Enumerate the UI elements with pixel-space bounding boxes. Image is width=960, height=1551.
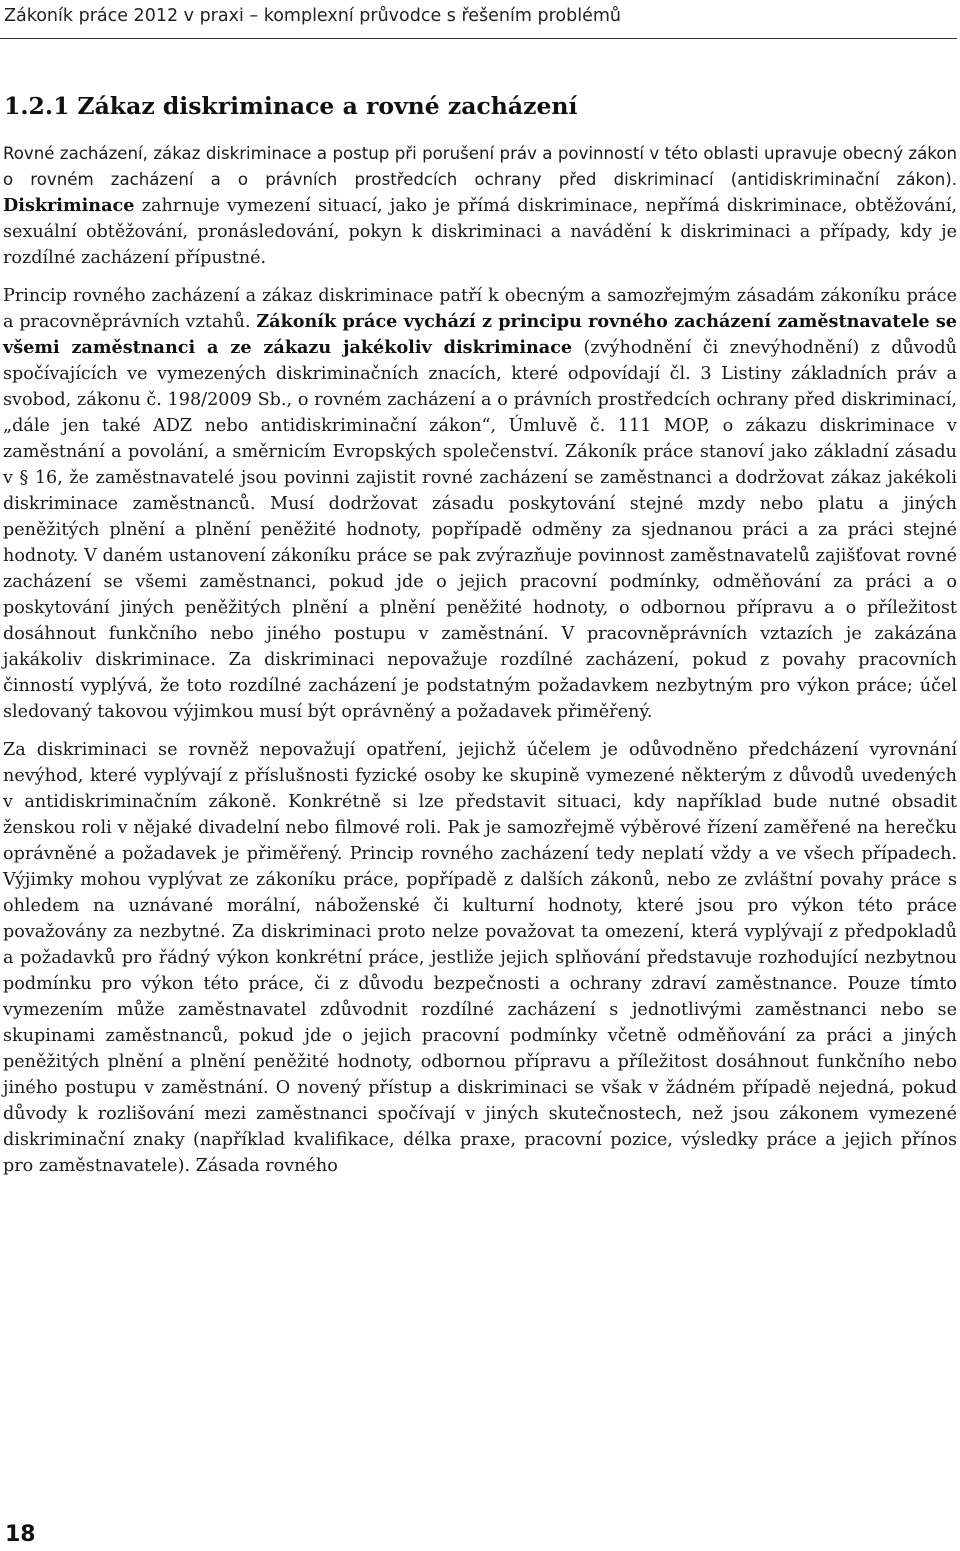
paragraph-1-term: Diskriminace — [3, 195, 135, 216]
paragraph-2-emphasis: Zákoník práce vychází z principu rovného zacházení zaměstnavatele se všemi zaměstnanci a ze zákazu jakékoliv diskriminace — [3, 311, 957, 358]
paragraph-3: Za diskriminaci se rovněž nepovažují opatření, jejichž účelem je odůvodněno předcházení vyrovnání nevýhod, které vyplývají z příslušnosti fyzické osoby ke skupině vymezené některým z důvodů uvedených v antidiskriminačním zákoně. Konkrétně si lze představit situaci, kdy například bude nutné obsadit ženskou roli v nějaké divadelní nebo filmové roli. Pak je samozřejmě výběrové řízení zaměřené na herečku oprávněné a požadavek je přiměřený. Princip rovného zacházení tedy neplatí vždy a ve všech případech. Výjimky mohou vyplývat ze zákoníku práce, popřípadě z dalších zákonů, nebo ze zvláštní povahy práce s ohledem na uznávané morální, náboženské či kulturní hodnoty, které jsou pro výkon této práce považovány za nezbytné. Za diskriminaci proto nelze považovat ta omezení, která vyplývají z předpokladů a požadavků pro řádný výkon konkrétní práce, jestliže jejich splňování představuje rozhodující nezbytnou podmínku pro výkon této práce, či z důvodu bezpečnosti a ochrany zdraví zaměstnance. Pouze tímto vymezením může zaměstnavatel zdůvodnit rozdílné zacházení s jednotlivými zaměstnanci nebo se skupinami zaměstnanců, pokud jde o jejich pracovní podmínky včetně odměňování za práci a jiných peněžitých plnění a plnění peněžité hodnoty, odbornou přípravu a příležitost dosáhnout funkčního nebo jiného postupu v zaměstnání. O novený přístup a diskriminaci se však v žádném případě nejedná, pokud důvody k rozlišování mezi zaměstnanci spočívají v jiných skutečnostech, než jsou zákonem vymezené diskriminační znaky (například kvalifikace, délka praxe, pracovní pozice, výsledky práce a jejich přínos pro zaměstnavatele). Zásada rovného — [3, 740, 957, 1176]
paragraph-2 — [3, 283, 957, 725]
paragraph-1 — [3, 141, 957, 271]
paragraph-2-rest: (zvýhodnění či znevýhodnění) z důvodů spočívajících ve vymezených diskriminačních znacích, které odpovídají čl. 3 Listiny základních práv a svobod, zákonu č. 198/2009 Sb., o rovném zacházení a o právních prostředcích ochrany před diskriminací, „dále jen také ADZ nebo antidiskriminační zákon“, Úmluvě č. 111 MOP, o zákazu diskriminace v zaměstnání a povolání, a směrnicím Evropských společenství. Zákoník práce stanoví jako základní zásadu v § 16, že zaměstnavatelé jsou povinni zajistit rovné zacházení se zaměstnanci a dodržovat zákaz jakékoli diskriminace zaměstnanců. Musí dodržovat zásadu poskytování stejné mzdy nebo platu a jiných peněžitých plnění a plnění peněžité hodnoty, popřípadě odměny za sjednanou práci a za práci stejné hodnoty. V daném ustanovení zákoníku práce se pak zvýrazňuje povinnost zaměstnavatelů zajišťovat rovné zacházení se všemi zaměstnanci, pokud jde o jejich pracovní podmínky, odměňování za práci a o poskytování jiných peněžitých plnění a plnění peněžité hodnoty, o odbornou přípravu a o příležitost dosáhnout funkčního nebo jiného postupu v zaměstnání. V pracovněprávních vztazích je zakázána jakákoliv diskriminace. Za diskriminaci nepovažuje rozdílné zacházení, pokud z povahy pracovních činností vyplývá, že toto rozdílné zacházení je podstatným požadavkem nezbytným pro výkon práce; účel sledovaný takovou výjimkou musí být oprávněný a požadavek přiměřený. — [3, 338, 957, 722]
body-text — [3, 141, 957, 1191]
paragraph-1-rest: zahrnuje vymezení situací, jako je přímá diskriminace, nepřímá diskriminace, obtěžování, sexuální obtěžování, pronásledování, pokyn k diskriminaci a navádění k diskriminaci a případy, kdy je rozdílné zacházení přípustné. — [3, 196, 957, 268]
header-divider — [0, 38, 957, 39]
paragraph-2-intro: Princip rovného zacházení a zákaz diskriminace patří k obecným a samozřejmým zásadám zákoníku práce a pracovněprávních vztahů. — [3, 286, 957, 332]
page-number: 18 — [5, 1522, 36, 1547]
running-header-bar — [0, 0, 960, 40]
section-number: 1.2.1 — [4, 92, 70, 120]
running-header-title: Zákoník práce 2012 v praxi – komplexní průvodce s řešením problémů — [4, 6, 621, 26]
section-title: Zákaz diskriminace a rovné zacházení — [77, 92, 578, 120]
paragraph-1-lead: Rovné zacházení, zákaz diskriminace a postup při porušení práv a povinností v této oblasti upravuje obecný zákon o rovném zacházení a o právních prostředcích ochrany před diskriminací (antidiskriminační zákon). — [3, 144, 957, 189]
section-heading — [4, 92, 956, 120]
